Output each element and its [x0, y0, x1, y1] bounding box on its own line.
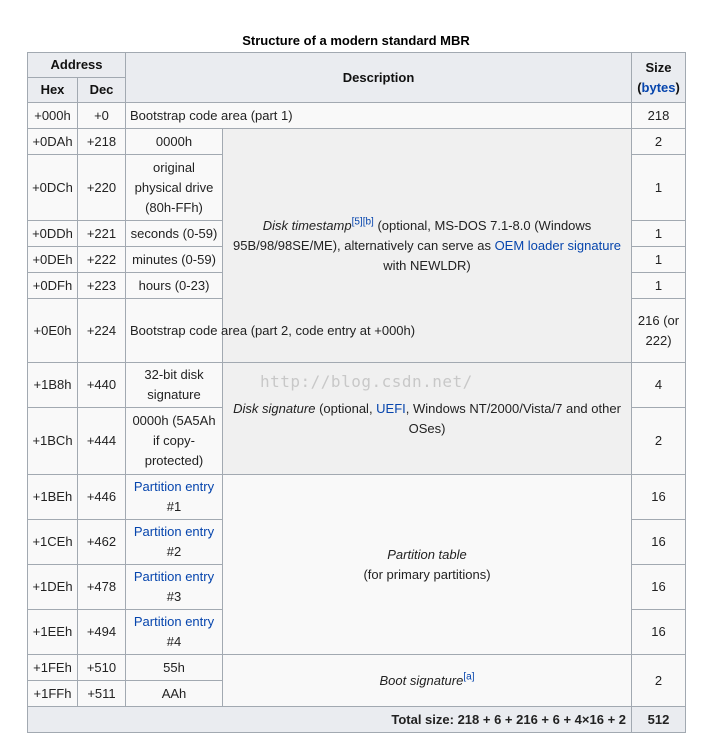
table-row	[28, 129, 686, 155]
cell-field: hours (0-23)	[126, 273, 223, 299]
cell-size: 1	[632, 273, 686, 299]
cell-hex: +0DCh	[28, 155, 78, 221]
total-size-label: Total size: 218 + 6 + 216 + 6 + 4×16 + 2	[28, 707, 632, 733]
header-size-close: )	[675, 79, 680, 95]
cell-size: 218	[632, 103, 686, 129]
mbr-structure-table	[27, 52, 686, 733]
cell-dec: +511	[78, 681, 126, 707]
partition-table-title: Partition table	[387, 546, 467, 562]
cell-field: 0000h	[126, 129, 223, 155]
table-row	[28, 299, 686, 363]
partition-entry-number: #4	[166, 634, 182, 649]
oem-loader-signature-link[interactable]: OEM loader signature	[494, 237, 622, 253]
table-row	[28, 103, 686, 129]
cell-field	[126, 475, 223, 520]
cell-dec: +223	[78, 273, 126, 299]
cell-dec: +440	[78, 363, 126, 408]
watermark: http://blog.csdn.net/	[260, 372, 473, 391]
ref-a-link[interactable]: [a]	[463, 671, 475, 683]
disk-timestamp-text-end: with NEWLDR)	[383, 257, 471, 273]
header-dec[interactable]: Dec	[78, 78, 126, 103]
cell-size: 16	[632, 475, 686, 520]
cell-dec: +478	[78, 565, 126, 610]
cell-dec: +221	[78, 221, 126, 247]
cell-field	[126, 610, 223, 655]
table-row	[28, 475, 686, 520]
cell-hex: +000h	[28, 103, 78, 129]
cell-dec: +494	[78, 610, 126, 655]
cell-hex: +0DDh	[28, 221, 78, 247]
cell-dec: +0	[78, 103, 126, 129]
cell-dec: +218	[78, 129, 126, 155]
header-size-open: (	[637, 79, 642, 95]
cell-size: 2	[632, 408, 686, 475]
cell-field: 55h	[126, 655, 223, 681]
cell-field: 32-bit disk signature	[126, 363, 223, 408]
partition-entry-number: #1	[166, 499, 182, 514]
cell-size: 1	[632, 221, 686, 247]
ref-b-link[interactable]: [b]	[362, 216, 374, 228]
disk-timestamp-text: (optional, MS-DOS 7.1-8.0 (Windows 95B/98/98SE/ME), alternatively can serve as	[232, 217, 592, 253]
cell-dec: +220	[78, 155, 126, 221]
partition-entry-link[interactable]: Partition entry	[133, 479, 215, 494]
header-description: Description	[126, 53, 632, 103]
cell-hex: +1CEh	[28, 520, 78, 565]
disk-signature-title: Disk signature	[233, 400, 316, 416]
header-size-label: Size	[645, 59, 672, 75]
uefi-link[interactable]: UEFI	[376, 400, 406, 416]
total-row	[28, 707, 686, 733]
cell-size: 4	[632, 363, 686, 408]
cell-hex: +1FFh	[28, 681, 78, 707]
cell-hex: +0DAh	[28, 129, 78, 155]
cell-field: seconds (0-59)	[126, 221, 223, 247]
header-hex[interactable]: Hex	[28, 78, 78, 103]
disk-timestamp-title: Disk timestamp	[262, 217, 352, 233]
cell-hex: +0DEh	[28, 247, 78, 273]
table-caption: Structure of a modern standard MBR	[242, 33, 470, 48]
cell-hex: +1DEh	[28, 565, 78, 610]
cell-hex: +1FEh	[28, 655, 78, 681]
cell-dec: +446	[78, 475, 126, 520]
partition-entry-number: #2	[166, 544, 182, 559]
cell-hex: +0E0h	[28, 299, 78, 363]
partition-entry-link[interactable]: Partition entry	[133, 614, 215, 629]
cell-field	[126, 520, 223, 565]
cell-hex: +1BEh	[28, 475, 78, 520]
header-size	[632, 53, 686, 103]
boot-signature-title: Boot signature	[379, 672, 464, 688]
partition-entry-link[interactable]: Partition entry	[133, 569, 215, 584]
partition-table-subtitle: (for primary partitions)	[363, 566, 491, 582]
cell-field: minutes (0-59)	[126, 247, 223, 273]
cell-hex: +1B8h	[28, 363, 78, 408]
partition-entry-number: #3	[166, 589, 182, 604]
cell-dec: +462	[78, 520, 126, 565]
cell-size: 1	[632, 155, 686, 221]
total-size-value: 512	[632, 707, 686, 733]
cell-hex: +0DFh	[28, 273, 78, 299]
partition-table-description	[223, 475, 632, 655]
table-row	[28, 655, 686, 681]
cell-description: Bootstrap code area (part 1)	[126, 103, 632, 129]
cell-dec: +222	[78, 247, 126, 273]
cell-field: 0000h (5A5Ah if copy-protected)	[126, 408, 223, 475]
cell-size: 2	[632, 655, 686, 707]
cell-dec: +510	[78, 655, 126, 681]
cell-field	[126, 565, 223, 610]
cell-size: 1	[632, 247, 686, 273]
disk-signature-text: (optional,	[315, 400, 377, 416]
cell-dec: +444	[78, 408, 126, 475]
cell-hex: +1BCh	[28, 408, 78, 475]
cell-field: original physical drive (80h-FFh)	[126, 155, 223, 221]
cell-size: 16	[632, 610, 686, 655]
cell-field: AAh	[126, 681, 223, 707]
cell-size: 16	[632, 520, 686, 565]
table-row	[28, 363, 686, 408]
cell-dec: +224	[78, 299, 126, 363]
cell-hex: +1EEh	[28, 610, 78, 655]
bytes-link[interactable]: bytes	[641, 79, 676, 95]
cell-size: 216 (or 222)	[632, 299, 686, 363]
disk-signature-description	[223, 363, 632, 475]
cell-description: Bootstrap code area (part 2, code entry at +000h)	[126, 299, 632, 363]
header-address: Address	[28, 53, 126, 78]
boot-signature-description	[223, 655, 632, 707]
cell-size: 2	[632, 129, 686, 155]
ref-5-link[interactable]: [5]	[351, 216, 363, 228]
cell-size: 16	[632, 565, 686, 610]
partition-entry-link[interactable]: Partition entry	[133, 524, 215, 539]
disk-signature-text-end: , Windows NT/2000/Vista/7 and other OSes)	[405, 400, 621, 436]
